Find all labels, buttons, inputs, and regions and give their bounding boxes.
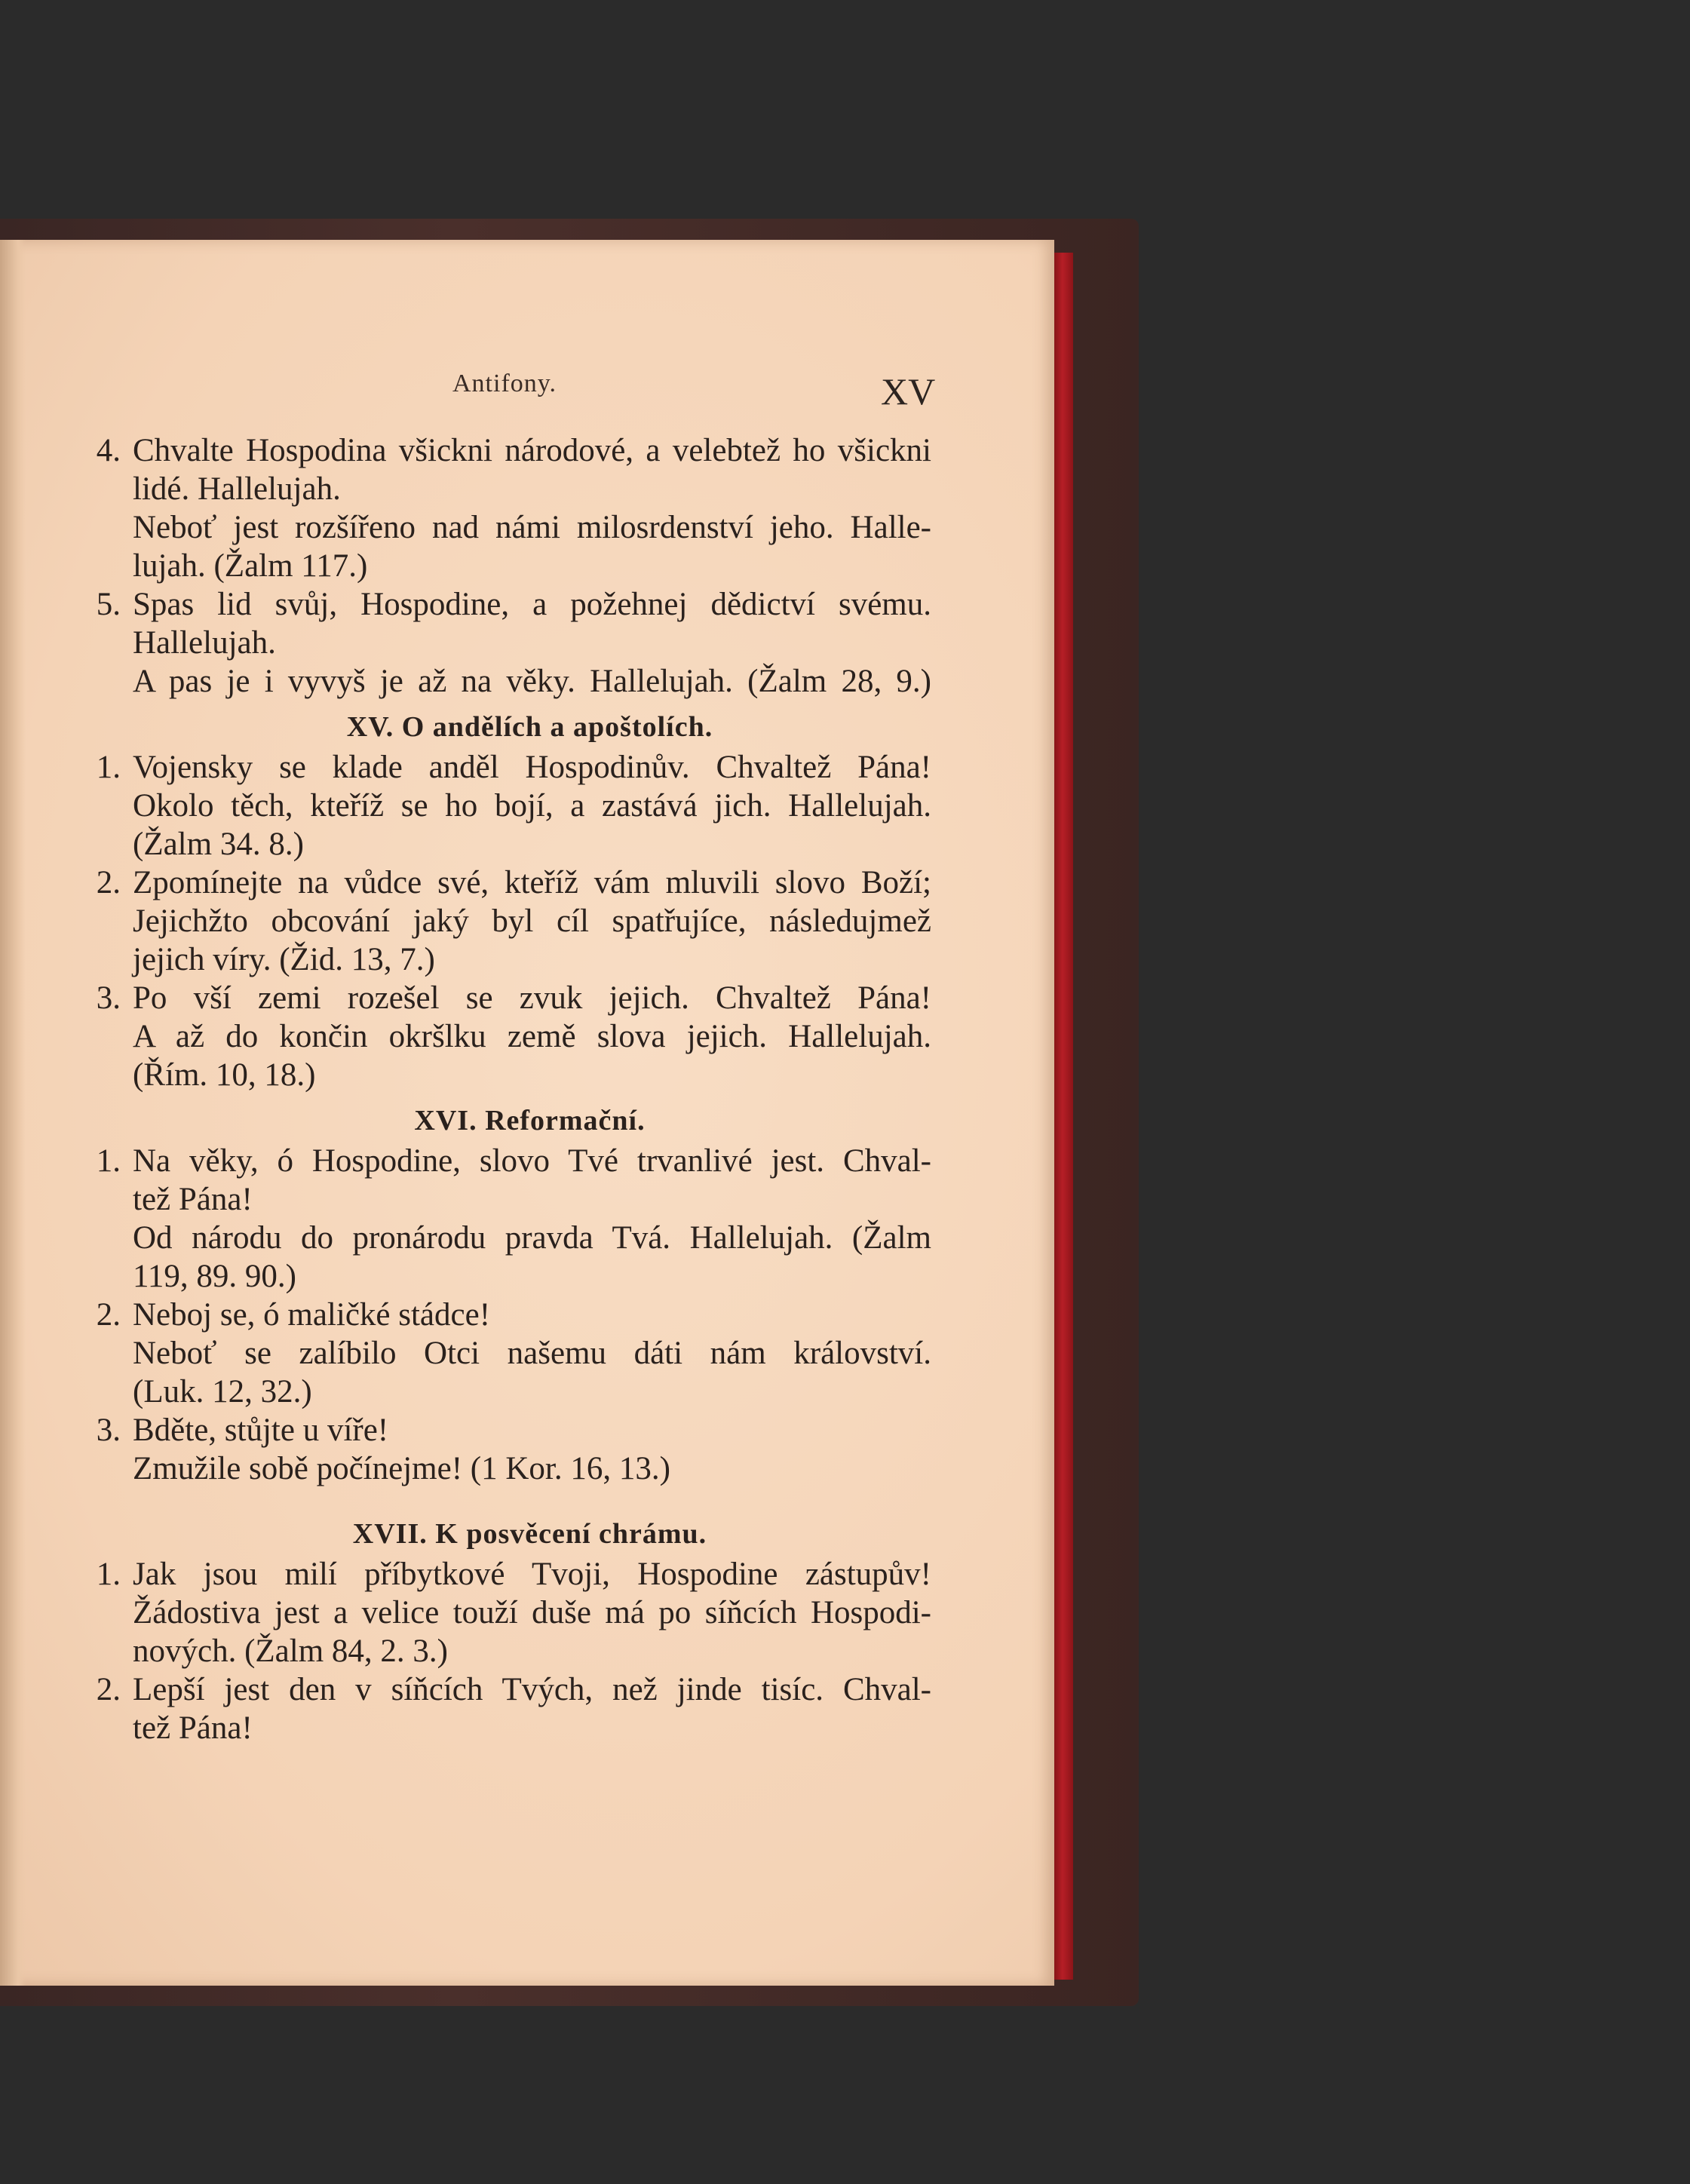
antiphon-item (83, 863, 931, 979)
item-number: 1. (96, 1143, 121, 1179)
text-line: nových. (Žalm 84, 2. 3.) (133, 1633, 448, 1669)
antiphon-item (83, 1411, 931, 1488)
item-number: 5. (96, 587, 121, 622)
text-line: tež Pána! (133, 1182, 253, 1217)
section-heading: XVII. K posvěcení chrámu. (352, 1518, 707, 1550)
text-line: Neboť jest rozšířeno nad námi milosrdenství jeho. Halle- (133, 510, 931, 545)
text-line: Okolo těch, kteříž se ho bojí, a zastává jich. Hallelujah. (133, 788, 931, 824)
page-number: XV (881, 370, 936, 413)
text-line: Zmužile sobě počínejme! (1 Kor. 16, 13.) (133, 1451, 670, 1486)
text-line: (Žalm 34. 8.) (133, 827, 304, 862)
antiphon-item (83, 748, 931, 863)
text-line: 119, 89. 90.) (133, 1259, 296, 1294)
item-number: 2. (96, 865, 121, 900)
text-line: Jak jsou milí příbytkové Tvoji, Hospodine zástupův! (133, 1557, 931, 1592)
antiphon-item (83, 585, 931, 701)
antiphon-item (83, 1670, 931, 1747)
text-line: Spas lid svůj, Hospodine, a požehnej dědictví svému. (133, 587, 931, 622)
antiphon-item (83, 1142, 931, 1296)
text-line: Neboť se zalíbilo Otci našemu dáti nám království. (133, 1336, 931, 1371)
text-line: Jejichžto obcování jaký byl cíl spatřujíce, následujmež (133, 903, 931, 939)
text-line: Po vší zemi rozešel se zvuk jejich. Chvaltež Pána! (133, 980, 931, 1016)
text-line: (Řím. 10, 18.) (133, 1057, 316, 1093)
item-number: 1. (96, 750, 121, 785)
section-heading: XV. O andělích a apoštolích. (346, 711, 713, 743)
text-line: Od národu do pronárodu pravda Tvá. Hallelujah. (Žalm (133, 1220, 931, 1256)
text-line: Neboj se, ó maličké stádce! (133, 1297, 491, 1333)
text-line: tež Pána! (133, 1710, 253, 1746)
antiphon-item (83, 979, 931, 1094)
page-edge (1052, 253, 1073, 1980)
antiphon-item (83, 1296, 931, 1411)
text-line: Žádostiva jest a velice touží duše má po síňcích Hospodi- (133, 1595, 931, 1630)
section-heading: XVI. Reformační. (414, 1105, 646, 1136)
text-line: lidé. Hallelujah. (133, 471, 341, 507)
text-line: lujah. (Žalm 117.) (133, 548, 368, 584)
text-line: Lepší jest den v síňcích Tvých, než jinde tisíc. Chval- (133, 1672, 931, 1707)
text-line: A pas je i vyvyš je až na věky. Hallelujah. (Žalm 28, 9.) (133, 664, 931, 699)
page-gutter (0, 240, 26, 1986)
text-line: Zpomínejte na vůdce své, kteříž vám mluvili slovo Boží; (133, 865, 931, 900)
text-line: Hallelujah. (133, 625, 276, 661)
antiphon-item (83, 1555, 931, 1670)
text-line: Vojensky se klade anděl Hospodinův. Chvaltež Pána! (133, 750, 931, 785)
text-line: (Luk. 12, 32.) (133, 1374, 312, 1409)
item-number: 3. (96, 1413, 121, 1448)
page-content (83, 431, 931, 1747)
item-number: 4. (96, 433, 121, 468)
text-line: jejich víry. (Žid. 13, 7.) (133, 942, 435, 977)
text-line: Na věky, ó Hospodine, slovo Tvé trvanlivé jest. Chval- (133, 1143, 931, 1179)
item-number: 2. (96, 1672, 121, 1707)
text-line: A až do končin okršlku země slova jejich. Hallelujah. (133, 1019, 931, 1054)
item-number: 1. (96, 1557, 121, 1592)
item-number: 3. (96, 980, 121, 1016)
item-number: 2. (96, 1297, 121, 1333)
text-line: Chvalte Hospodina všickni národové, a velebtež ho všickni (133, 433, 931, 468)
antiphon-item (83, 431, 931, 585)
running-title: Antifony. (452, 370, 557, 397)
text-line: Bděte, stůjte u víře! (133, 1413, 389, 1448)
